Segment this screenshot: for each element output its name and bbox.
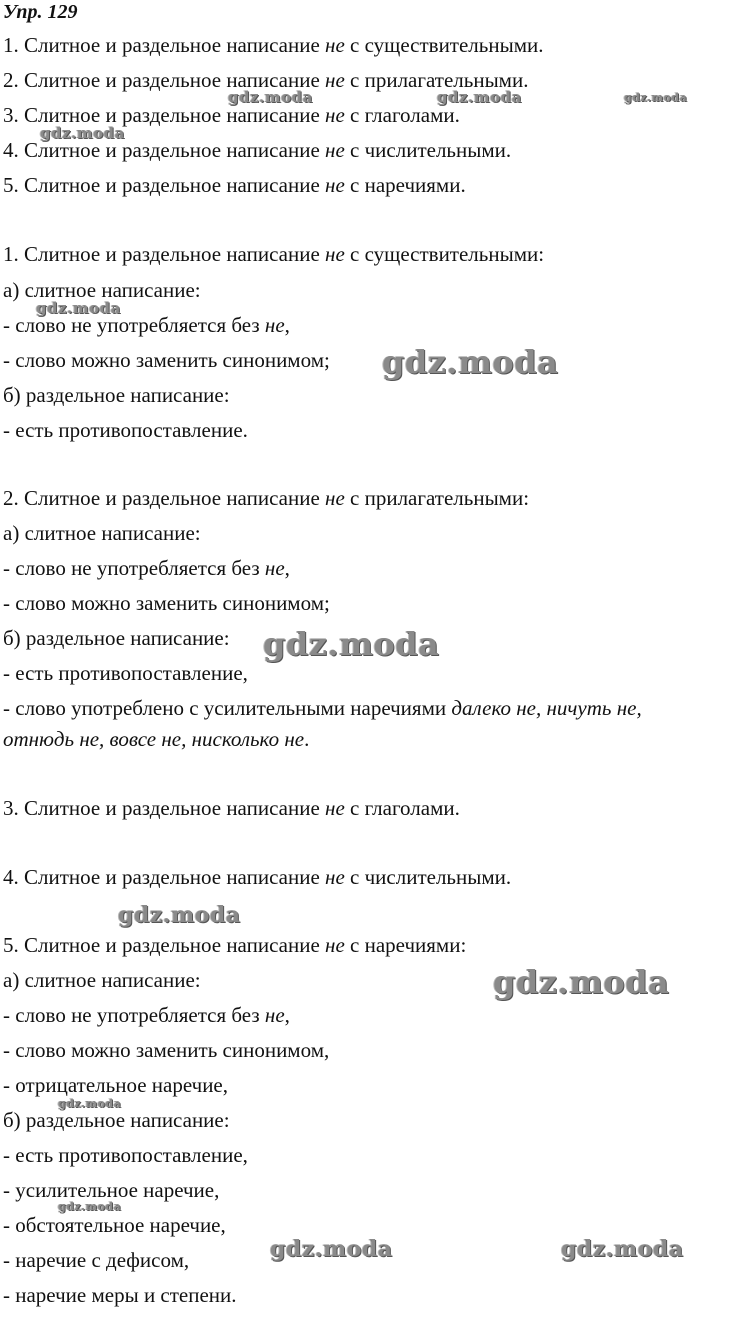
- section-2-heading: 2. Слитное и раздельное написание не с прилагательными:: [3, 486, 530, 510]
- watermark: gdz.moda: [118, 902, 241, 928]
- section-1-a-label: а) слитное написание:: [3, 278, 201, 302]
- section-5-a-label: а) слитное написание:: [3, 968, 201, 992]
- watermark: gdz.moda: [40, 124, 125, 142]
- section-1-b-label: б) раздельное написание:: [3, 383, 230, 407]
- outline-item-4: 4. Слитное и раздельное написание не с числительными.: [3, 138, 512, 162]
- section-2-a-item-2: - слово можно заменить синонимом;: [3, 591, 330, 615]
- watermark: gdz.moda: [58, 1097, 122, 1110]
- section-1-heading: 1. Слитное и раздельное написание не с существительными:: [3, 242, 545, 266]
- exercise-title: Упр. 129: [3, 1, 78, 23]
- section-1-a-item-2: - слово можно заменить синонимом;: [3, 348, 330, 372]
- section-2-b-label: б) раздельное написание:: [3, 626, 230, 650]
- section-5-b-item-5: - наречие меры и степени.: [3, 1283, 237, 1307]
- section-5-a-item-2: - слово можно заменить синонимом,: [3, 1038, 330, 1062]
- watermark: gdz.moda: [561, 1236, 684, 1262]
- watermark: gdz.moda: [58, 1200, 122, 1213]
- section-5-b-item-1: - есть противопоставление,: [3, 1143, 248, 1167]
- section-2-b-item-2-continued: отнюдь не, вовсе не, нисколько не.: [3, 727, 310, 751]
- section-2-a-label: а) слитное написание:: [3, 521, 201, 545]
- section-4-heading: 4. Слитное и раздельное написание не с числительными.: [3, 865, 512, 889]
- watermark: gdz.moda: [382, 343, 559, 381]
- section-1-a-item-1: - слово не употребляется без не,: [3, 313, 290, 337]
- watermark: gdz.moda: [270, 1236, 393, 1262]
- watermark: gdz.moda: [228, 88, 313, 106]
- watermark: gdz.moda: [624, 91, 688, 104]
- outline-item-3: 3. Слитное и раздельное написание не с глаголами.: [3, 103, 460, 127]
- section-5-a-item-1: - слово не употребляется без не,: [3, 1003, 290, 1027]
- section-5-a-item-3: - отрицательное наречие,: [3, 1073, 229, 1097]
- section-5-b-item-3: - обстоятельное наречие,: [3, 1213, 226, 1237]
- section-3-heading: 3. Слитное и раздельное написание не с глаголами.: [3, 796, 460, 820]
- watermark: gdz.moda: [263, 625, 440, 663]
- watermark: gdz.moda: [493, 963, 670, 1001]
- section-2-b-item-1: - есть противопоставление,: [3, 661, 248, 685]
- section-5-b-label: б) раздельное написание:: [3, 1108, 230, 1132]
- section-5-b-item-4: - наречие с дефисом,: [3, 1248, 190, 1272]
- section-5-heading: 5. Слитное и раздельное написание не с наречиями:: [3, 933, 467, 957]
- watermark: gdz.moda: [437, 88, 522, 106]
- outline-item-2: 2. Слитное и раздельное написание не с прилагательными.: [3, 68, 529, 92]
- section-5-b-item-2: - усилительное наречие,: [3, 1178, 220, 1202]
- watermark: gdz.moda: [36, 299, 121, 317]
- section-1-b-item-1: - есть противопоставление.: [3, 418, 248, 442]
- section-2-b-item-2: - слово употреблено с усилительными наречиями далеко не, ничуть не,: [3, 696, 642, 720]
- outline-item-1: 1. Слитное и раздельное написание не с существительными.: [3, 33, 544, 57]
- outline-item-5: 5. Слитное и раздельное написание не с наречиями.: [3, 173, 466, 197]
- section-2-a-item-1: - слово не употребляется без не,: [3, 556, 290, 580]
